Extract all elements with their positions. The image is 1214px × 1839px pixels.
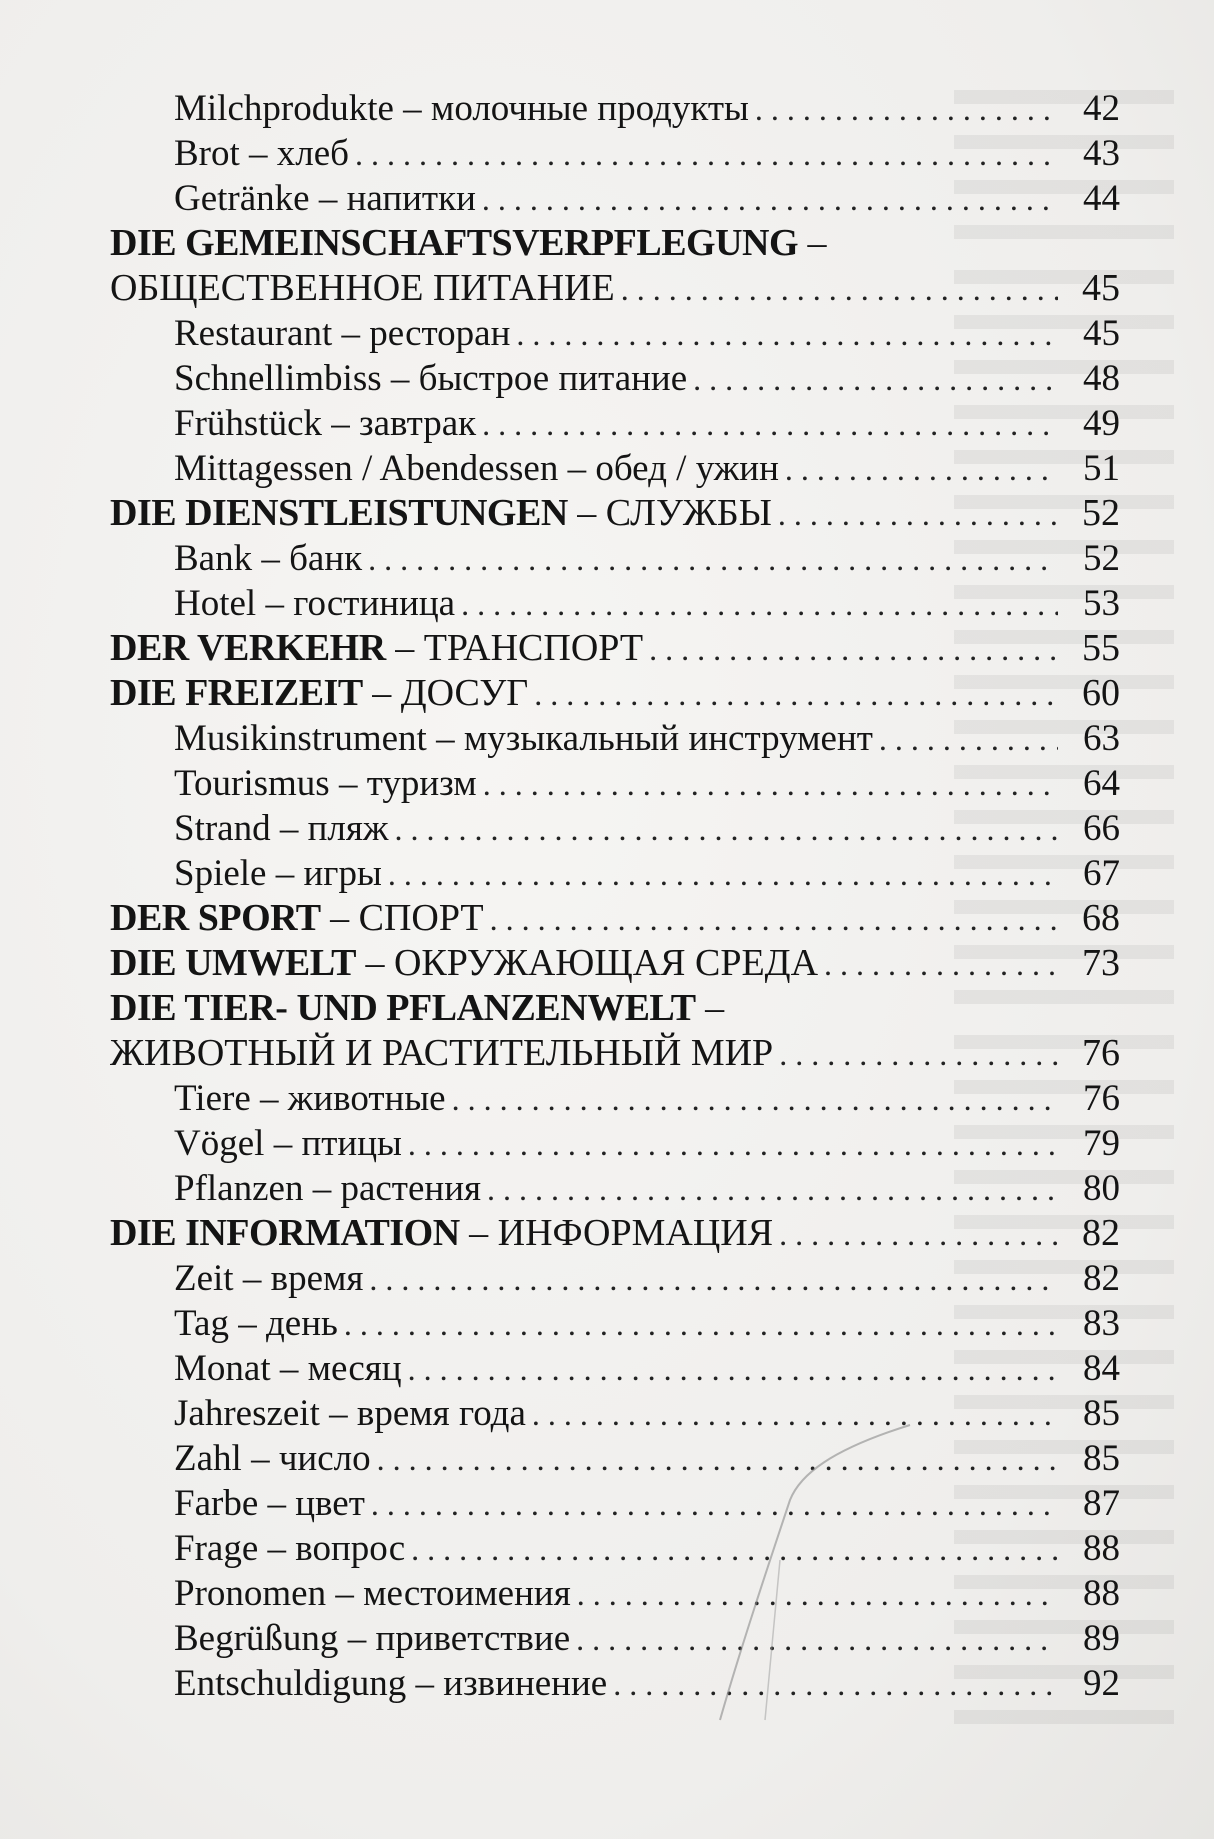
toc-title <box>174 356 687 401</box>
toc-title <box>174 536 362 581</box>
toc-title-de: Frage <box>174 1528 259 1569</box>
toc-title-de: Hotel <box>174 583 257 624</box>
dot-leader <box>778 492 1058 537</box>
toc-entry <box>110 131 1120 176</box>
dot-leader <box>755 87 1058 132</box>
toc-title-de: Zeit <box>174 1258 234 1299</box>
dot-leader <box>516 312 1058 357</box>
toc-title-ru: ЖИВОТНЫЙ И РАСТИТЕЛЬНЫЙ МИР <box>110 1032 774 1074</box>
toc-title-ru: ресторан <box>369 313 511 354</box>
toc-title-de: Jahreszeit <box>174 1393 320 1434</box>
dot-leader <box>377 1437 1058 1482</box>
toc-entry <box>110 1121 1120 1166</box>
toc-entry <box>110 1256 1120 1301</box>
dot-leader <box>388 852 1058 897</box>
toc-entry <box>110 1346 1120 1391</box>
toc-title <box>174 1571 571 1616</box>
page-number: 42 <box>1083 88 1120 129</box>
page-number: 92 <box>1083 1663 1120 1704</box>
toc-separator: – <box>695 987 725 1029</box>
toc-entry <box>110 1166 1120 1211</box>
toc-separator: – <box>233 1258 271 1299</box>
toc-title-ru: ТРАНСПОРТ <box>423 627 644 669</box>
toc-separator: – <box>252 538 290 579</box>
toc-title-ru: СПОРТ <box>358 897 484 939</box>
toc-entry <box>110 1301 1120 1346</box>
toc-separator: – <box>355 942 394 984</box>
toc-entry <box>110 851 1120 896</box>
toc-title-ru: цвет <box>295 1483 365 1524</box>
toc-title-de: DIE DIENSTLEISTUNGEN <box>110 492 568 534</box>
toc-title-ru: растения <box>340 1168 482 1209</box>
toc-separator: – <box>250 1078 288 1119</box>
toc-section-title <box>110 986 1120 1031</box>
page-number: 67 <box>1083 853 1120 894</box>
toc-title-de: Musikinstrument <box>174 718 427 759</box>
toc-entry <box>110 1391 1120 1436</box>
toc-title <box>174 1121 402 1166</box>
toc-title-de: Spiele <box>174 853 267 894</box>
toc-separator: – <box>338 1618 376 1659</box>
dot-leader <box>693 357 1058 402</box>
toc-title <box>174 311 510 356</box>
toc-section-entry <box>110 1211 1120 1256</box>
dot-leader <box>344 1302 1058 1347</box>
page-number: 45 <box>1083 313 1120 354</box>
page-number: 73 <box>1082 942 1120 984</box>
toc-entry <box>110 176 1120 221</box>
toc-title-de: DIE INFORMATION <box>110 1212 460 1254</box>
toc-separator: – <box>385 627 424 669</box>
toc-title <box>174 806 388 851</box>
toc-entry <box>110 806 1120 851</box>
page-number: 83 <box>1083 1303 1120 1344</box>
toc-title-ru: СЛУЖБЫ <box>605 492 772 534</box>
toc-section-entry <box>110 896 1120 941</box>
toc-title-de: Farbe <box>174 1483 259 1524</box>
dot-leader <box>613 1662 1058 1707</box>
toc-separator: – <box>258 1528 296 1569</box>
page-number: 64 <box>1083 763 1120 804</box>
dot-leader <box>368 537 1058 582</box>
page-number: 43 <box>1083 133 1120 174</box>
page-number: 85 <box>1083 1393 1120 1434</box>
toc-title <box>174 761 477 806</box>
toc-title-de: Zahl <box>174 1438 242 1479</box>
toc-title <box>110 941 818 986</box>
page-number: 87 <box>1083 1483 1120 1524</box>
toc-separator: – <box>322 403 359 444</box>
page-number: 52 <box>1082 492 1120 534</box>
page-number: 76 <box>1082 1032 1120 1074</box>
toc-title-de: Strand <box>174 808 271 849</box>
toc-separator: – <box>239 133 277 174</box>
dot-leader <box>355 132 1058 177</box>
toc-title-ru: вопрос <box>295 1528 406 1569</box>
toc-title <box>174 1301 338 1346</box>
toc-entry <box>110 446 1120 491</box>
toc-title-ru: обед / ужин <box>595 448 779 489</box>
toc-title <box>174 1661 607 1706</box>
dot-leader <box>371 1482 1058 1527</box>
toc-entry <box>110 1661 1120 1706</box>
toc-title-ru: ДОСУГ <box>400 672 529 714</box>
toc-title <box>174 851 382 896</box>
toc-separator: – <box>393 88 431 129</box>
page-number: 76 <box>1083 1078 1120 1119</box>
toc-title <box>174 1616 570 1661</box>
toc-title-de: Monat <box>174 1348 271 1389</box>
toc-entry <box>110 266 1120 311</box>
toc-section-entry <box>110 941 1120 986</box>
toc-title-ru: туризм <box>366 763 477 804</box>
dot-leader <box>824 942 1058 987</box>
toc-separator: – <box>303 1168 341 1209</box>
toc-title-de: Tiere <box>174 1078 251 1119</box>
toc-title-ru: месяц <box>307 1348 402 1389</box>
page-number: 82 <box>1083 1258 1120 1299</box>
page-number: 82 <box>1082 1212 1120 1254</box>
toc-title-ru: животные <box>287 1078 446 1119</box>
page-number: 49 <box>1083 403 1120 444</box>
toc-title-de: Mittagessen / Abendessen <box>174 448 559 489</box>
toc-separator: – <box>264 1123 302 1164</box>
toc-title-de: Entschuldigung <box>174 1663 407 1704</box>
toc-title-de: DIE GEMEINSCHAFTSVERPFLEGUNG <box>110 222 799 264</box>
toc-entry <box>110 86 1120 131</box>
toc-title <box>110 671 528 716</box>
toc-separator: – <box>798 222 827 264</box>
toc-title <box>174 716 873 761</box>
toc-entry <box>110 536 1120 581</box>
toc-title-de: Tourismus <box>174 763 330 804</box>
toc-title-de: Vögel <box>174 1123 265 1164</box>
toc-separator: – <box>309 178 347 219</box>
page-number: 60 <box>1082 672 1120 714</box>
toc-separator: – <box>228 1303 266 1344</box>
toc-title <box>110 626 643 671</box>
toc-title <box>174 1076 446 1121</box>
page-number: 51 <box>1083 448 1120 489</box>
dot-leader <box>482 402 1058 447</box>
toc-entry <box>110 1526 1120 1571</box>
toc-title <box>174 1526 405 1571</box>
toc-title-ru: приветствие <box>375 1618 571 1659</box>
toc-title <box>174 1346 402 1391</box>
page-number: 48 <box>1083 358 1120 399</box>
table-of-contents <box>110 86 1120 1706</box>
toc-title-de: Tag <box>174 1303 229 1344</box>
toc-title-de: Begrüßung <box>174 1618 339 1659</box>
toc-section-entry <box>110 491 1120 536</box>
toc-title <box>174 1256 363 1301</box>
toc-title <box>110 491 772 536</box>
dot-leader <box>411 1527 1058 1572</box>
page-number: 89 <box>1083 1618 1120 1659</box>
dot-leader <box>621 267 1058 312</box>
toc-title <box>174 176 476 221</box>
page-number: 53 <box>1083 583 1120 624</box>
toc-title-de: Milchprodukte <box>174 88 394 129</box>
page-number: 88 <box>1083 1528 1120 1569</box>
toc-title-ru: ОБЩЕСТВЕННОЕ ПИТАНИЕ <box>110 267 615 309</box>
dot-leader <box>490 897 1058 942</box>
toc-entry <box>110 761 1120 806</box>
toc-title-ru: день <box>265 1303 338 1344</box>
toc-section-entry <box>110 626 1120 671</box>
page-number: 66 <box>1083 808 1120 849</box>
toc-title-de: Pronomen <box>174 1573 327 1614</box>
toc-separator: – <box>319 1393 357 1434</box>
dot-leader <box>408 1347 1058 1392</box>
toc-entry <box>110 716 1120 761</box>
toc-entry <box>110 401 1120 446</box>
page-number: 63 <box>1083 718 1120 759</box>
toc-title-de: Frühstück <box>174 403 322 444</box>
toc-separator: – <box>381 358 419 399</box>
toc-separator: – <box>258 1483 296 1524</box>
toc-title-ru: молочные продукты <box>430 88 749 129</box>
toc-title-ru: пляж <box>307 808 389 849</box>
dot-leader <box>577 1572 1058 1617</box>
page-number: 79 <box>1083 1123 1120 1164</box>
toc-entry <box>110 1616 1120 1661</box>
toc-title-ru: игры <box>303 853 382 894</box>
toc-separator: – <box>329 763 367 804</box>
toc-title-de: Pflanzen <box>174 1168 304 1209</box>
toc-title-de: Brot <box>174 133 240 174</box>
toc-separator: – <box>256 583 294 624</box>
dot-leader <box>534 672 1058 717</box>
toc-title <box>174 401 476 446</box>
page-number: 80 <box>1083 1168 1120 1209</box>
page-number: 84 <box>1083 1348 1120 1389</box>
dot-leader <box>394 807 1058 852</box>
toc-separator: – <box>406 1663 444 1704</box>
dot-leader <box>487 1167 1058 1212</box>
toc-title-ru: местоимения <box>363 1573 571 1614</box>
toc-entry <box>110 1481 1120 1526</box>
toc-title-ru: хлеб <box>276 133 349 174</box>
toc-title <box>174 1391 526 1436</box>
toc-separator: – <box>332 313 370 354</box>
toc-entry <box>110 356 1120 401</box>
toc-separator: – <box>270 808 308 849</box>
toc-title <box>174 1436 371 1481</box>
toc-title-ru: банк <box>289 538 363 579</box>
toc-title-ru: время <box>270 1258 364 1299</box>
page-number: 52 <box>1083 538 1120 579</box>
page-number: 88 <box>1083 1573 1120 1614</box>
toc-separator: – <box>567 492 606 534</box>
dot-leader <box>785 447 1058 492</box>
toc-title-de: Restaurant <box>174 313 333 354</box>
page-number: 44 <box>1083 178 1120 219</box>
dot-leader <box>779 1032 1058 1077</box>
dot-leader <box>649 627 1058 672</box>
toc-entry <box>110 1076 1120 1121</box>
toc-title-de: Bank <box>174 538 253 579</box>
dot-leader <box>576 1617 1058 1662</box>
toc-title <box>110 1211 773 1256</box>
page-number: 45 <box>1082 267 1120 309</box>
toc-title <box>174 1166 481 1211</box>
toc-separator: – <box>241 1438 279 1479</box>
toc-separator: – <box>459 1212 498 1254</box>
toc-title-ru: число <box>278 1438 371 1479</box>
toc-entry <box>110 1571 1120 1616</box>
toc-title-de: DIE UMWELT <box>110 942 356 984</box>
toc-title-de: Schnellimbiss <box>174 358 382 399</box>
toc-separator: – <box>558 448 596 489</box>
toc-title <box>174 86 749 131</box>
toc-title-ru: завтрак <box>359 403 477 444</box>
toc-title-ru: извинение <box>443 1663 608 1704</box>
dot-leader <box>482 177 1058 222</box>
toc-separator: – <box>266 853 304 894</box>
toc-separator: – <box>326 1573 364 1614</box>
toc-title-de: DER VERKEHR <box>110 627 386 669</box>
toc-title <box>174 581 455 626</box>
toc-section-entry <box>110 671 1120 716</box>
toc-title <box>174 1481 365 1526</box>
dot-leader <box>461 582 1058 627</box>
page-number: 85 <box>1083 1438 1120 1479</box>
dot-leader <box>532 1392 1058 1437</box>
toc-separator: – <box>362 672 401 714</box>
toc-title-ru: гостиница <box>293 583 456 624</box>
dot-leader <box>369 1257 1058 1302</box>
toc-section-title <box>110 221 1120 266</box>
toc-title-ru: ОКРУЖАЮЩАЯ СРЕДА <box>393 942 819 984</box>
page-number: 68 <box>1082 897 1120 939</box>
toc-title <box>174 131 349 176</box>
toc-title-ru: ИНФОРМАЦИЯ <box>497 1212 774 1254</box>
toc-title-ru: птицы <box>301 1123 402 1164</box>
dot-leader <box>408 1122 1058 1167</box>
dot-leader <box>879 717 1058 762</box>
toc-entry <box>110 1436 1120 1481</box>
dot-leader <box>779 1212 1058 1257</box>
toc-title <box>174 446 779 491</box>
toc-title-de: DER SPORT <box>110 897 321 939</box>
toc-entry <box>110 1031 1120 1076</box>
toc-title-ru: музыкальный инструмент <box>463 718 873 759</box>
toc-title <box>110 896 484 941</box>
toc-entry <box>110 311 1120 356</box>
dot-leader <box>483 762 1058 807</box>
page-number: 55 <box>1082 627 1120 669</box>
toc-title-de: DIE TIER- UND PFLANZENWELT <box>110 987 696 1029</box>
dot-leader <box>452 1077 1058 1122</box>
toc-separator: – <box>270 1348 308 1389</box>
toc-title-de: DIE FREIZEIT <box>110 672 363 714</box>
toc-title-de: Getränke <box>174 178 310 219</box>
toc-separator: – <box>426 718 464 759</box>
toc-separator: – <box>320 897 359 939</box>
toc-entry <box>110 581 1120 626</box>
toc-title-ru: напитки <box>346 178 476 219</box>
toc-title-ru: быстрое питание <box>418 358 688 399</box>
toc-title-ru: время года <box>356 1393 526 1434</box>
